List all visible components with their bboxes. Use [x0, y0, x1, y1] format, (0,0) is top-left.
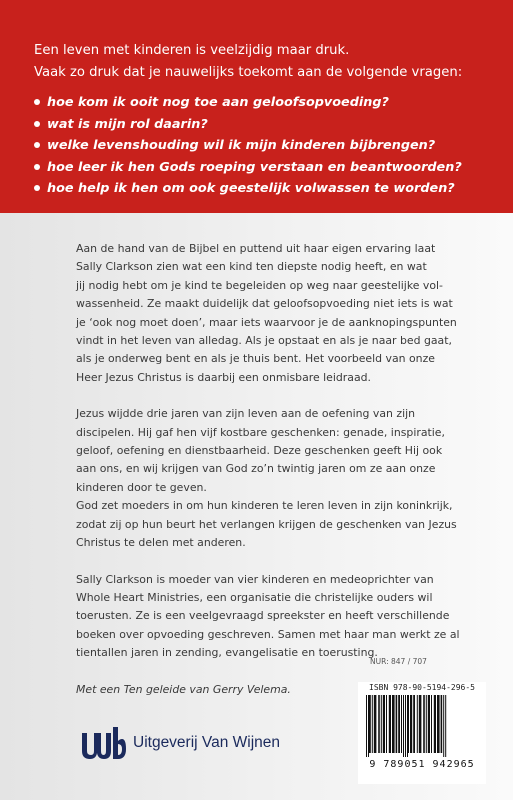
text-line: Christus te delen met anderen.: [76, 536, 246, 550]
text-line: aan ons, en wij krijgen van God zo’n twintig jaren om ze aan onze: [76, 462, 436, 476]
text-line: Sally Clarkson zien wat een kind ten diepste nodig heeft, en wat: [76, 260, 427, 274]
bullet-icon: [34, 142, 40, 148]
paragraph-author: [76, 571, 476, 663]
wb-monogram-logo-icon: [80, 727, 126, 763]
question-item: [34, 157, 493, 179]
question-text: hoe help ik hen om ook geestelijk volwassen te worden?: [47, 181, 455, 196]
text-line: Heer Jezus Christus is daarbij een onmisbare leidraad.: [76, 370, 372, 384]
foreword-credit: Met een Ten geleide van Gerry Velema.: [76, 682, 291, 696]
text-line: Aan de hand van de Bijbel en puttend uit haar eigen ervaring laat: [76, 242, 436, 255]
text-line: wassenheid. Ze maakt duidelijk dat geloofsopvoeding niet iets is wat: [76, 297, 453, 311]
text-line: geloof, oefening en dienstbaarheid. Deze geschenken geeft Hij ook: [76, 444, 443, 458]
bullet-icon: [34, 164, 40, 170]
text-line: Whole Heart Ministries, een organisatie die christelijke ouders wil: [76, 590, 433, 604]
text-line: zodat zij op hun beurt het verlangen krijgen de geschenken van Jezus: [76, 517, 457, 531]
question-text: hoe leer ik hen Gods roeping verstaan en beantwoorden?: [47, 159, 462, 175]
intro-line: Een leven met kinderen is veelzijdig maar druk.: [34, 43, 350, 58]
publisher-name: Uitgeverij Van Wijnen: [133, 734, 281, 751]
text-line: vindt in het leven van alledag. Als je opstaat en als je naar bed gaat,: [76, 334, 452, 348]
text-line: als je onderweg bent en als je thuis bent. Het voorbeeld van onze: [76, 352, 435, 366]
paragraph-intro: [76, 240, 476, 387]
barcode-digits: 9 789051 942965: [369, 759, 475, 770]
text-line: boeken over opvoeding geschreven. Samen met haar man werkt ze al: [76, 627, 460, 641]
question-item: [34, 178, 493, 200]
isbn-barcode: [358, 682, 486, 784]
question-text: hoe kom ik ooit nog toe aan geloofsopvoeding?: [47, 95, 389, 110]
text-line: Jezus wijdde drie jaren van zijn leven aan de oefening van zijn: [76, 407, 416, 421]
question-text: welke levenshouding wil ik mijn kinderen bijbrengen?: [47, 138, 436, 153]
question-text: wat is mijn rol daarin?: [47, 116, 208, 132]
text-line: discipelen. Hij gaf hen vijf kostbare geschenken: genade, inspiratie,: [76, 425, 445, 439]
text-line: toerusten. Ze is een veelgevraagd spreekster en heeft verschillende: [76, 609, 450, 623]
text-line: God zet moeders in om hun kinderen te leren leven in zijn koninkrijk,: [76, 499, 453, 513]
question-list: [34, 92, 493, 200]
barcode-bars: [364, 695, 480, 757]
nur-code: NUR: 847 / 707: [370, 657, 427, 666]
isbn-label: ISBN 978-90-5194-296-5: [369, 683, 475, 692]
text-line: Sally Clarkson is moeder van vier kinderen en medeoprichter van: [76, 572, 434, 586]
intro-text: [34, 40, 493, 84]
text-line: je ‘ook nog moet doen’, maar iets waarvoor je de aanknopingspunten: [76, 315, 457, 329]
paragraph-jesus: [76, 405, 476, 552]
question-item: [34, 135, 493, 157]
blurb-text: [76, 240, 476, 699]
bullet-icon: [34, 121, 40, 127]
intro-line: Vaak zo druk dat je nauwelijks toekomt aan de volgende vragen:: [34, 65, 463, 80]
text-line: kinderen door te geven.: [76, 480, 207, 494]
bullet-icon: [34, 185, 40, 191]
question-item: [34, 114, 493, 136]
text-line: tientallen jaren in zending, evangelisatie en toerusting.: [76, 646, 378, 660]
text-line: jij nodig hebt om je kind te begeleiden op weg naar geestelijke vol-: [76, 278, 443, 292]
questions-panel: [0, 0, 513, 213]
question-item: [34, 92, 493, 114]
bullet-icon: [34, 99, 40, 105]
